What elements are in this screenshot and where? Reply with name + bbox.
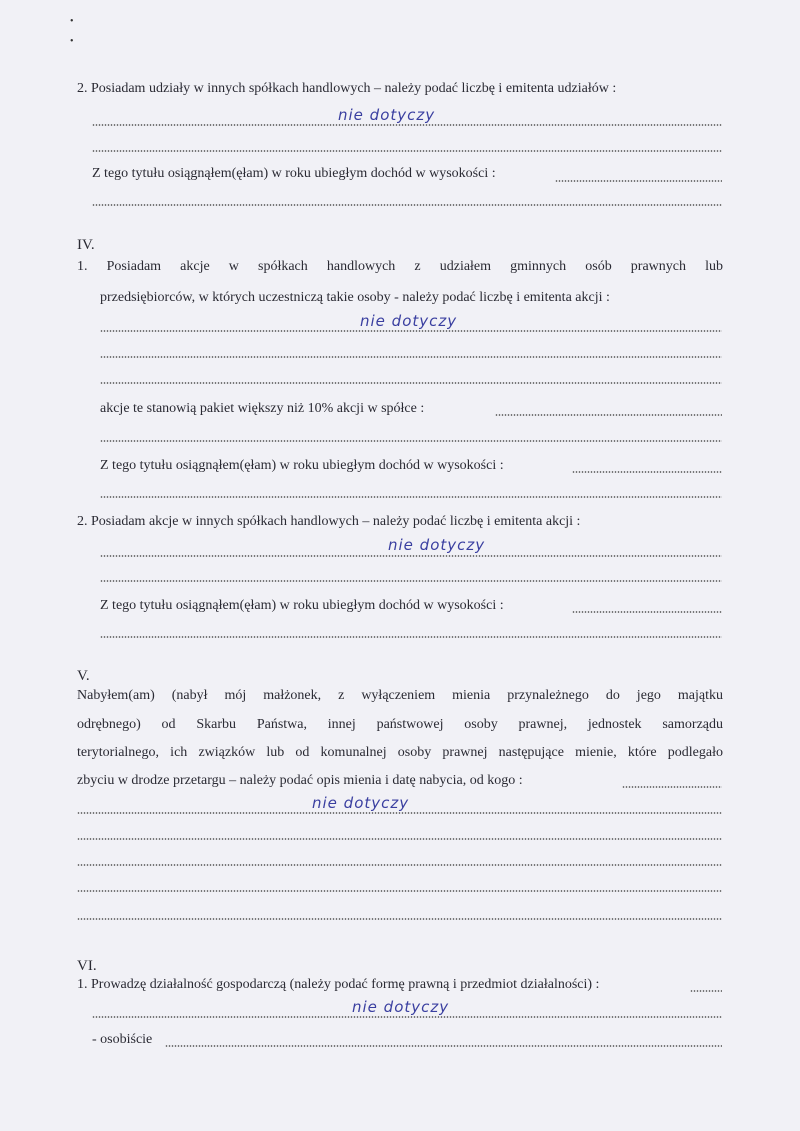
scan-mark: • [70, 36, 74, 47]
answer-line [690, 990, 722, 992]
answer-line [100, 356, 722, 358]
answer-line [100, 580, 722, 582]
answer-line [165, 1045, 722, 1047]
answer-line [100, 496, 722, 498]
section-heading-vi: VI. [77, 958, 97, 974]
handwritten-answer: nie dotyczy [388, 536, 486, 554]
section-heading-iv: IV. [77, 237, 95, 253]
income-label: Z tego tytułu osiągnąłem(ęłam) w roku ubiegłym dochód w wysokości : [100, 458, 504, 473]
shares-gmina-question-line2: przedsiębiorców, w których uczestniczą takie osoby - należy podać liczbę i emitenta akcji : [100, 290, 610, 305]
shares-other-question: 2. Posiadam akcje w innych spółkach handlowych – należy podać liczbę i emitenta akcji : [77, 514, 581, 529]
handwritten-answer: nie dotyczy [312, 794, 410, 812]
shares-gmina-question-line1: 1. Posiadam akcje w spółkach handlowych z udziałem gminnych osób prawnych lub [77, 259, 723, 274]
handwritten-answer: nie dotyczy [352, 998, 450, 1016]
acquired-property-text-line1: Nabyłem(am) (nabył mój małżonek, z wyłączeniem mienia przynależnego do jego majątku [77, 688, 723, 703]
answer-line [100, 636, 722, 638]
answer-line [100, 382, 722, 384]
shares-other-companies-question: 2. Posiadam udziały w innych spółkach handlowych – należy podać liczbę i emitenta udziałów : [77, 81, 617, 96]
answer-line [572, 471, 722, 473]
section-heading-v: V. [77, 668, 90, 684]
business-activity-question: 1. Prowadzę działalność gospodarczą (należy podać formę prawną i przedmiot działalności) : [77, 977, 600, 992]
acquired-property-text-line2: odrębnego) od Skarbu Państwa, innej państwowej osoby prawnej, jednostek samorządu [77, 717, 723, 732]
answer-line [495, 414, 722, 416]
acquired-property-text-line3: terytorialnego, ich związków lub od komunalnej osoby prawnej następujące mienie, które podlegało [77, 745, 723, 760]
answer-line [92, 1016, 722, 1018]
answer-line [92, 124, 722, 126]
answer-line [100, 555, 722, 557]
scan-mark: • [70, 16, 74, 27]
income-label: Z tego tytułu osiągnąłem(ęłam) w roku ubiegłym dochód w wysokości : [92, 166, 496, 181]
handwritten-answer: nie dotyczy [338, 106, 436, 124]
answer-line [92, 150, 722, 152]
personal-label: - osobiście [92, 1032, 153, 1047]
answer-line [77, 864, 722, 866]
answer-line [77, 812, 722, 814]
answer-line [555, 180, 722, 182]
answer-line [77, 918, 722, 920]
answer-line [100, 440, 722, 442]
answer-line [92, 204, 722, 206]
package-label: akcje te stanowią pakiet większy niż 10% akcji w spółce : [100, 401, 425, 416]
answer-line [77, 838, 722, 840]
answer-line [622, 786, 722, 788]
handwritten-answer: nie dotyczy [360, 312, 458, 330]
acquired-property-text-line4: zbyciu w drodze przetargu – należy podać opis mienia i datę nabycia, od kogo : [77, 773, 523, 788]
income-label: Z tego tytułu osiągnąłem(ęłam) w roku ubiegłym dochód w wysokości : [100, 598, 504, 613]
answer-line [77, 890, 722, 892]
answer-line [572, 611, 722, 613]
answer-line [100, 330, 722, 332]
